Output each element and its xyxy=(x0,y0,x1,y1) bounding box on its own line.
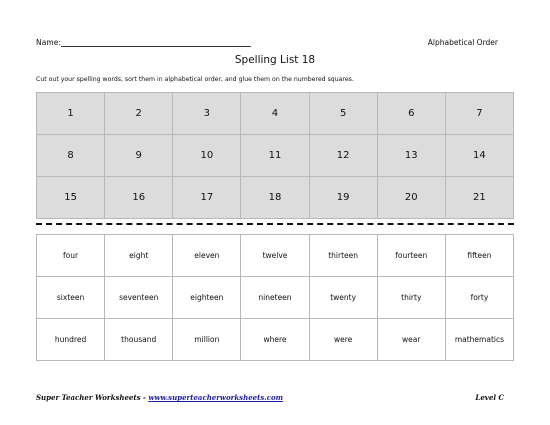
numbered-square-row xyxy=(37,93,514,135)
footer-separator: - xyxy=(140,393,149,402)
word-card: million xyxy=(173,319,241,361)
word-card-row xyxy=(37,319,514,361)
numbered-square: 14 xyxy=(445,135,513,177)
numbered-square: 16 xyxy=(105,177,173,219)
numbered-squares-grid xyxy=(36,92,514,219)
spelling-words-grid xyxy=(36,234,514,361)
numbered-square: 18 xyxy=(241,177,309,219)
word-card: were xyxy=(309,319,377,361)
numbered-square: 21 xyxy=(445,177,513,219)
numbered-square: 4 xyxy=(241,93,309,135)
word-card: twelve xyxy=(241,235,309,277)
word-card: mathematics xyxy=(445,319,513,361)
word-card: eight xyxy=(105,235,173,277)
word-card: thousand xyxy=(105,319,173,361)
word-card-row xyxy=(37,235,514,277)
numbered-square: 7 xyxy=(445,93,513,135)
word-card: thirteen xyxy=(309,235,377,277)
word-card: fifteen xyxy=(445,235,513,277)
numbered-square: 8 xyxy=(37,135,105,177)
numbered-square: 3 xyxy=(173,93,241,135)
word-card: eleven xyxy=(173,235,241,277)
word-card: four xyxy=(37,235,105,277)
footer-credit xyxy=(36,393,283,402)
numbered-square: 11 xyxy=(241,135,309,177)
numbered-square: 12 xyxy=(309,135,377,177)
word-card: eighteen xyxy=(173,277,241,319)
numbered-square: 6 xyxy=(377,93,445,135)
word-card: seventeen xyxy=(105,277,173,319)
word-card: fourteen xyxy=(377,235,445,277)
word-card: twenty xyxy=(309,277,377,319)
numbered-square: 13 xyxy=(377,135,445,177)
word-card: forty xyxy=(445,277,513,319)
word-card: hundred xyxy=(37,319,105,361)
page-title: Spelling List 18 xyxy=(234,54,316,66)
word-card: where xyxy=(241,319,309,361)
numbered-square: 17 xyxy=(173,177,241,219)
footer-link[interactable]: www.superteacherworksheets.com xyxy=(148,393,284,402)
word-card: thirty xyxy=(377,277,445,319)
numbered-square: 5 xyxy=(309,93,377,135)
word-card-row xyxy=(37,277,514,319)
numbered-square: 2 xyxy=(105,93,173,135)
numbered-square-row xyxy=(37,177,514,219)
instructions: Cut out your spelling words, sort them in alphabetical order, and glue them on the numbered squares. xyxy=(36,76,354,83)
worksheet-category: Alphabetical Order xyxy=(427,38,498,47)
numbered-square: 1 xyxy=(37,93,105,135)
cut-line xyxy=(36,223,514,225)
footer-brand: Super Teacher Worksheets xyxy=(36,393,141,402)
word-card: wear xyxy=(377,319,445,361)
word-card: nineteen xyxy=(241,277,309,319)
name-label: Name: xyxy=(36,38,62,47)
numbered-square: 15 xyxy=(37,177,105,219)
numbered-square: 10 xyxy=(173,135,241,177)
numbered-square-row xyxy=(37,135,514,177)
numbered-square: 9 xyxy=(105,135,173,177)
numbered-square: 19 xyxy=(309,177,377,219)
word-card: sixteen xyxy=(37,277,105,319)
name-line[interactable] xyxy=(61,46,251,47)
footer-level: Level C xyxy=(475,393,504,402)
numbered-square: 20 xyxy=(377,177,445,219)
